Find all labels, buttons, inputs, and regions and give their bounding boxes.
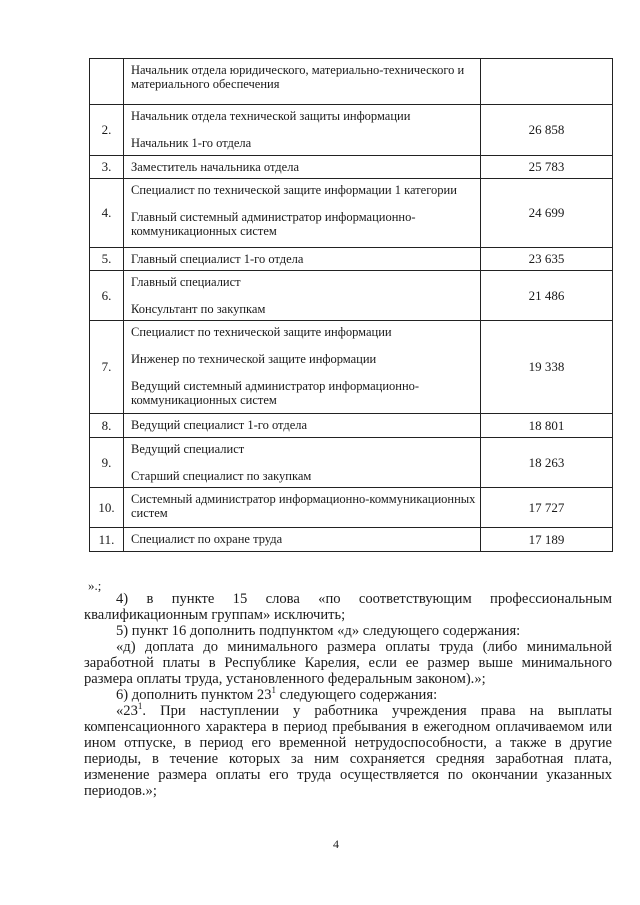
position-title: Главный специалист xyxy=(131,275,241,289)
position-title: Ведущий специалист xyxy=(131,442,245,456)
position-title: Консультант по закупкам xyxy=(131,302,266,316)
salary-amount: 18 801 xyxy=(481,414,613,438)
position-names xyxy=(124,156,481,179)
position-title: Системный администратор информационно-коммуникационных систем xyxy=(131,492,476,520)
position-names xyxy=(124,248,481,271)
position-spacer xyxy=(131,197,476,210)
table-row xyxy=(90,488,613,528)
paragraph-point-23-1: «$23^1$. При наступлении у работника учреждения права на выплаты компенсационного характера в период пребывания в ежегодном оплачиваемом или ином отпуске, в период его временной нетрудоспособности, а также в другие периоды, в течение которых за ним сохраняется средняя заработная плата, изменение размера оплаты его труда осуществляется по окончании указанных периодов.»; xyxy=(84,701,612,799)
table-row xyxy=(90,59,613,105)
salary-amount: 25 783 xyxy=(481,156,613,179)
row-number: 7. xyxy=(90,321,124,414)
amendments-text xyxy=(84,591,612,799)
table-row xyxy=(90,528,613,552)
position-title: Специалист по охране труда xyxy=(131,532,283,546)
row-number: 5. xyxy=(90,248,124,271)
position-title: Заместитель начальника отдела xyxy=(131,160,299,174)
row-number: 9. xyxy=(90,438,124,488)
position-spacer xyxy=(131,123,476,136)
paragraph-item-6: 6) дополнить пунктом $23^1$ следующего содержания: xyxy=(116,685,438,703)
page-number: 4 xyxy=(333,837,339,851)
position-title: Главный системный администратор информационно-коммуникационных систем xyxy=(131,210,416,238)
table-row xyxy=(90,156,613,179)
paragraph-item-5: 5) пункт 16 дополнить подпунктом «д» следующего содержания: xyxy=(116,623,521,639)
position-title: Ведущий специалист 1-го отдела xyxy=(131,418,308,432)
salary-amount: 17 727 xyxy=(481,488,613,528)
row-number: 10. xyxy=(90,488,124,528)
table-row xyxy=(90,321,613,414)
position-spacer xyxy=(131,289,476,302)
salary-amount: 26 858 xyxy=(481,105,613,156)
position-title: Начальник 1-го отдела xyxy=(131,136,252,150)
position-names xyxy=(124,414,481,438)
salary-amount: 19 338 xyxy=(481,321,613,414)
table-row xyxy=(90,414,613,438)
table-closing-quote: ».; xyxy=(88,578,102,593)
position-names xyxy=(124,59,481,105)
table-row xyxy=(90,179,613,248)
position-title: Начальник отдела юридического, материально-технического и материального обеспечения xyxy=(131,63,465,91)
position-title: Главный специалист 1-го отдела xyxy=(131,252,304,266)
row-number xyxy=(90,59,124,105)
position-spacer xyxy=(131,456,476,469)
position-title: Специалист по технической защите информации 1 категории xyxy=(131,183,457,197)
position-names xyxy=(124,528,481,552)
salary-amount: 21 486 xyxy=(481,271,613,321)
position-title: Инженер по технической защите информации xyxy=(131,352,377,366)
position-spacer xyxy=(131,339,476,352)
position-names xyxy=(124,105,481,156)
position-title: Специалист по технической защите информации xyxy=(131,325,392,339)
salary-amount: 24 699 xyxy=(481,179,613,248)
position-names xyxy=(124,321,481,414)
table-row xyxy=(90,248,613,271)
salary-amount xyxy=(481,59,613,105)
table-row xyxy=(90,271,613,321)
paragraph-subitem-d: «д) доплата до минимального размера оплаты труда (либо минимальной заработной платы в Республике Карелия, если ее размер выше минимального размера оплаты труда, установленного федеральным законом).»; xyxy=(84,639,612,687)
position-names xyxy=(124,488,481,528)
positions-salary-table xyxy=(89,58,613,552)
position-names xyxy=(124,179,481,248)
row-number: 6. xyxy=(90,271,124,321)
row-number: 4. xyxy=(90,179,124,248)
salary-amount: 23 635 xyxy=(481,248,613,271)
position-title: Ведущий системный администратор информационно-коммуникационных систем xyxy=(131,379,420,407)
row-number: 3. xyxy=(90,156,124,179)
paragraph-item-4: 4) в пункте 15 слова «по соответствующим профессиональным квалификационным группам» исключить; xyxy=(84,591,612,623)
position-names xyxy=(124,438,481,488)
row-number: 2. xyxy=(90,105,124,156)
row-number: 11. xyxy=(90,528,124,552)
position-spacer xyxy=(131,366,476,379)
table-row xyxy=(90,105,613,156)
position-names xyxy=(124,271,481,321)
salary-amount: 18 263 xyxy=(481,438,613,488)
row-number: 8. xyxy=(90,414,124,438)
position-title: Старший специалист по закупкам xyxy=(131,469,312,483)
salary-amount: 17 189 xyxy=(481,528,613,552)
position-title: Начальник отдела технической защиты информации xyxy=(131,109,411,123)
table-row xyxy=(90,438,613,488)
